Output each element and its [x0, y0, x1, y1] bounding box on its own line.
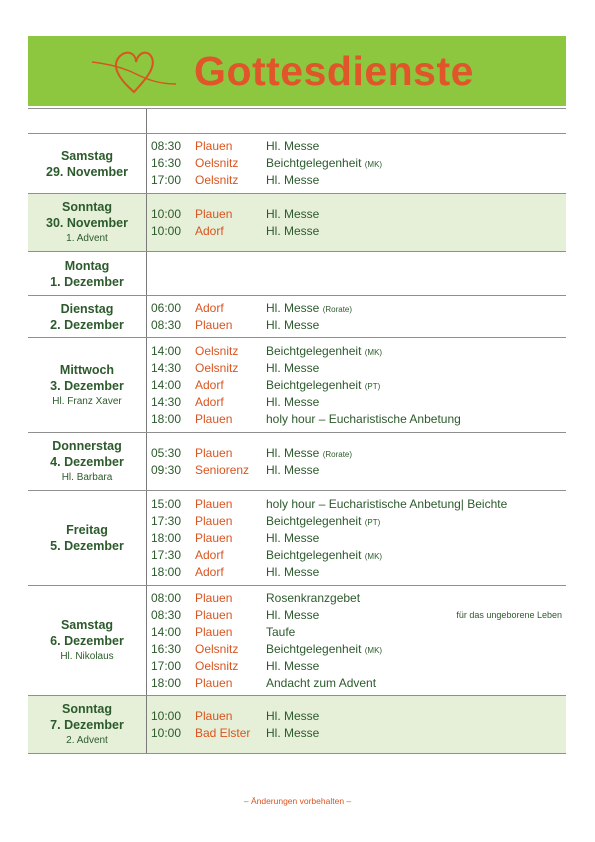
- event-time: 16:30: [151, 641, 182, 656]
- event-service-name: Hl. Messe: [266, 462, 320, 477]
- event-line: [151, 675, 566, 692]
- event-place: Plauen: [195, 708, 233, 723]
- events-cell: [147, 134, 566, 193]
- header-banner: [28, 36, 566, 106]
- day-name: Sonntag: [62, 702, 112, 716]
- event-service-name: Hl. Messe: [266, 360, 320, 375]
- day-row: [28, 433, 566, 491]
- event-time: 18:00: [151, 675, 182, 690]
- event-time: 06:00: [151, 300, 182, 315]
- event-line: [151, 708, 566, 725]
- day-note: Hl. Franz Xaver: [52, 395, 122, 407]
- event-line: [151, 360, 566, 377]
- day-name: Donnerstag: [52, 439, 122, 453]
- events-cell: [147, 491, 566, 585]
- event-place: Plauen: [195, 624, 233, 639]
- event-line: [151, 590, 566, 607]
- event-place: Plauen: [195, 206, 233, 221]
- event-service-name: Beichtgelegenheit: [266, 343, 362, 358]
- event-time: 05:30: [151, 445, 182, 460]
- event-service: [266, 513, 566, 530]
- day-row: [28, 194, 566, 252]
- event-line: [151, 155, 566, 172]
- event-place: Oelsnitz: [195, 173, 239, 187]
- event-place: Plauen: [195, 139, 233, 153]
- day-date: 7. Dezember: [50, 718, 124, 732]
- event-place: Plauen: [195, 607, 233, 622]
- footer-note: – Änderungen vorbehalten –: [243, 796, 352, 806]
- event-service: [266, 360, 566, 377]
- table-header-row: [28, 108, 566, 134]
- day-row: [28, 491, 566, 586]
- event-time: 14:00: [151, 377, 182, 392]
- event-service: [266, 172, 566, 189]
- event-time: 17:00: [151, 658, 182, 673]
- event-place: Plauen: [195, 513, 233, 528]
- day-row: [28, 296, 566, 338]
- event-service: [266, 445, 566, 462]
- event-line: [151, 462, 566, 479]
- event-service-name: Hl. Messe: [266, 206, 320, 221]
- event-line: [151, 658, 566, 675]
- event-line: [151, 624, 566, 641]
- header-spacer-cell: [28, 109, 147, 133]
- event-time: 08:30: [151, 317, 182, 332]
- event-service-name: Hl. Messe: [266, 530, 320, 545]
- event-line: [151, 223, 566, 240]
- day-cell: [28, 252, 147, 295]
- event-time: 08:00: [151, 590, 182, 605]
- event-service-name: Hl. Messe: [266, 394, 320, 409]
- event-service-name: Beichtgelegenheit: [266, 156, 362, 170]
- event-time: 17:00: [151, 173, 182, 187]
- event-line: [151, 411, 566, 428]
- event-line: [151, 564, 566, 581]
- event-line: [151, 725, 566, 742]
- day-cell: [28, 338, 147, 432]
- event-service-name: Beichtgelegenheit: [266, 547, 362, 562]
- event-place: Seniorenz: [195, 462, 250, 477]
- event-tag: (PT): [364, 517, 381, 527]
- day-row: [28, 252, 566, 296]
- event-time: 15:00: [151, 496, 182, 511]
- event-line: [151, 394, 566, 411]
- day-cell: [28, 433, 147, 490]
- event-service-name: Hl. Messe: [266, 725, 320, 740]
- event-place: Plauen: [195, 675, 233, 690]
- event-time: 14:00: [151, 343, 182, 358]
- day-note: 2. Advent: [66, 735, 108, 746]
- event-time: 14:30: [151, 394, 182, 409]
- event-time: 10:00: [151, 206, 182, 221]
- event-tag: (MK): [364, 551, 383, 561]
- event-tag: (Rorate): [322, 304, 353, 314]
- event-place: Plauen: [195, 590, 233, 605]
- day-name: Samstag: [60, 148, 114, 163]
- event-place: Plauen: [195, 445, 233, 460]
- event-service: [266, 377, 566, 394]
- day-date: 29. November: [46, 164, 128, 179]
- event-tag: (MK): [364, 160, 383, 169]
- event-service: [266, 607, 456, 624]
- day-row: [28, 696, 566, 754]
- day-row: [28, 586, 566, 696]
- event-service-name: Hl. Messe: [266, 223, 320, 238]
- day-date: 6. Dezember: [50, 634, 124, 648]
- event-service-name: Hl. Messe: [266, 173, 320, 187]
- event-service: [266, 206, 566, 223]
- event-line: [151, 317, 566, 334]
- day-row: [28, 338, 566, 433]
- events-cell: [147, 696, 566, 753]
- event-time: 16:30: [151, 156, 182, 170]
- day-date: 3. Dezember: [50, 378, 124, 393]
- day-date: 30. November: [46, 216, 128, 230]
- event-place: Oelsnitz: [195, 658, 239, 673]
- day-cell: [28, 134, 147, 193]
- event-service: [266, 223, 566, 240]
- event-service: [266, 590, 566, 607]
- event-service: [266, 564, 566, 581]
- event-time: 08:30: [151, 139, 182, 153]
- event-service: [266, 138, 566, 155]
- event-service: [266, 300, 566, 317]
- event-place: Plauen: [195, 317, 233, 332]
- day-name: Montag: [64, 258, 110, 273]
- day-row: [28, 134, 566, 194]
- day-cell: [28, 296, 147, 337]
- event-service: [266, 708, 566, 725]
- day-cell: [28, 586, 147, 695]
- events-cell: [147, 433, 566, 490]
- day-cell: [28, 696, 147, 753]
- event-service-name: holy hour – Eucharistische Anbetung| Beichte: [266, 496, 508, 511]
- event-place: Adorf: [195, 377, 224, 392]
- events-cell: [147, 194, 566, 251]
- event-service: [266, 641, 566, 658]
- event-service-name: Taufe: [266, 624, 296, 639]
- event-tag: (MK): [364, 347, 383, 357]
- event-line: [151, 641, 566, 658]
- event-place: Adorf: [195, 394, 224, 409]
- event-time: 17:30: [151, 513, 182, 528]
- day-date: 4. Dezember: [50, 455, 124, 469]
- event-time: 18:00: [151, 411, 182, 426]
- day-date: 1. Dezember: [50, 274, 124, 289]
- event-service-name: Hl. Messe: [266, 658, 320, 673]
- event-service-name: Hl. Messe: [266, 607, 320, 622]
- event-service: [266, 411, 566, 428]
- page-title: Gottesdienste: [194, 48, 474, 94]
- event-line: [151, 377, 566, 394]
- event-line: [151, 343, 566, 360]
- event-service-name: Beichtgelegenheit: [266, 641, 362, 656]
- event-place: Plauen: [195, 411, 233, 426]
- event-service-name: Andacht zum Advent: [266, 675, 377, 690]
- event-time: 10:00: [151, 708, 182, 723]
- events-cell: [147, 586, 566, 695]
- event-line: [151, 607, 566, 624]
- event-time: 09:30: [151, 462, 182, 477]
- day-name: Sonntag: [62, 200, 112, 214]
- day-cell: [28, 491, 147, 585]
- event-place: Adorf: [195, 547, 224, 562]
- day-name: Dienstag: [60, 301, 114, 316]
- event-time: 10:00: [151, 223, 182, 238]
- event-line: [151, 172, 566, 189]
- heart-logo-icon: [90, 44, 180, 100]
- event-service-name: Hl. Messe: [266, 564, 320, 579]
- day-note: Hl. Nikolaus: [60, 651, 114, 662]
- event-time: 18:00: [151, 530, 182, 545]
- day-name: Freitag: [66, 523, 108, 537]
- event-service: [266, 496, 566, 513]
- event-time: 14:30: [151, 360, 182, 375]
- event-time: 10:00: [151, 725, 182, 740]
- event-line: [151, 445, 566, 462]
- event-place: Bad Elster: [195, 725, 251, 740]
- event-line: [151, 530, 566, 547]
- event-place: Adorf: [195, 300, 224, 315]
- event-service: [266, 343, 566, 360]
- event-place: Oelsnitz: [195, 641, 239, 656]
- event-extra: für das ungeborene Leben: [456, 609, 562, 620]
- event-service-name: Hl. Messe: [266, 317, 320, 332]
- event-place: Adorf: [195, 564, 224, 579]
- event-line: [151, 206, 566, 223]
- day-name: Mittwoch: [59, 362, 115, 377]
- event-line: [151, 547, 566, 564]
- event-place: Plauen: [195, 496, 233, 511]
- event-service: [266, 547, 566, 564]
- event-service-name: holy hour – Eucharistische Anbetung: [266, 411, 461, 426]
- event-line: [151, 300, 566, 317]
- day-date: 2. Dezember: [50, 317, 124, 332]
- event-tag: (MK): [364, 645, 383, 655]
- event-service: [266, 725, 566, 742]
- event-place: Adorf: [195, 223, 224, 238]
- event-line: [151, 138, 566, 155]
- event-tag: (PT): [364, 381, 381, 391]
- schedule-table: [28, 108, 566, 754]
- event-service-name: Hl. Messe: [266, 300, 320, 315]
- event-service: [266, 530, 566, 547]
- event-line: [151, 513, 566, 530]
- event-service-name: Hl. Messe: [266, 139, 320, 153]
- events-cell: [147, 296, 566, 337]
- event-place: Oelsnitz: [195, 343, 239, 358]
- event-place: Oelsnitz: [195, 360, 239, 375]
- day-name: Samstag: [60, 618, 114, 632]
- event-time: 17:30: [151, 547, 182, 562]
- event-service-name: Hl. Messe: [266, 445, 320, 460]
- event-line: [151, 496, 566, 513]
- event-service: [266, 658, 566, 675]
- event-service-name: Hl. Messe: [266, 708, 320, 723]
- day-note: Hl. Barbara: [61, 472, 113, 483]
- event-place: Oelsnitz: [195, 156, 239, 170]
- event-place: Plauen: [195, 530, 233, 545]
- day-date: 5. Dezember: [50, 539, 124, 553]
- events-cell: [147, 338, 566, 432]
- event-time: 08:30: [151, 607, 182, 622]
- day-cell: [28, 194, 147, 251]
- event-tag: (Rorate): [322, 449, 353, 459]
- event-service-name: Beichtgelegenheit: [266, 377, 362, 392]
- event-service: [266, 317, 566, 334]
- header-spacer-cell: [147, 109, 566, 133]
- event-service: [266, 624, 566, 641]
- events-cell: [147, 252, 566, 295]
- day-note: 1. Advent: [66, 233, 108, 244]
- event-service: [266, 394, 566, 411]
- event-service: [266, 675, 566, 692]
- event-time: 14:00: [151, 624, 182, 639]
- event-service: [266, 462, 566, 479]
- event-service: [266, 155, 566, 172]
- event-time: 18:00: [151, 564, 182, 579]
- event-service-name: Beichtgelegenheit: [266, 513, 362, 528]
- event-service-name: Rosenkranzgebet: [266, 590, 361, 605]
